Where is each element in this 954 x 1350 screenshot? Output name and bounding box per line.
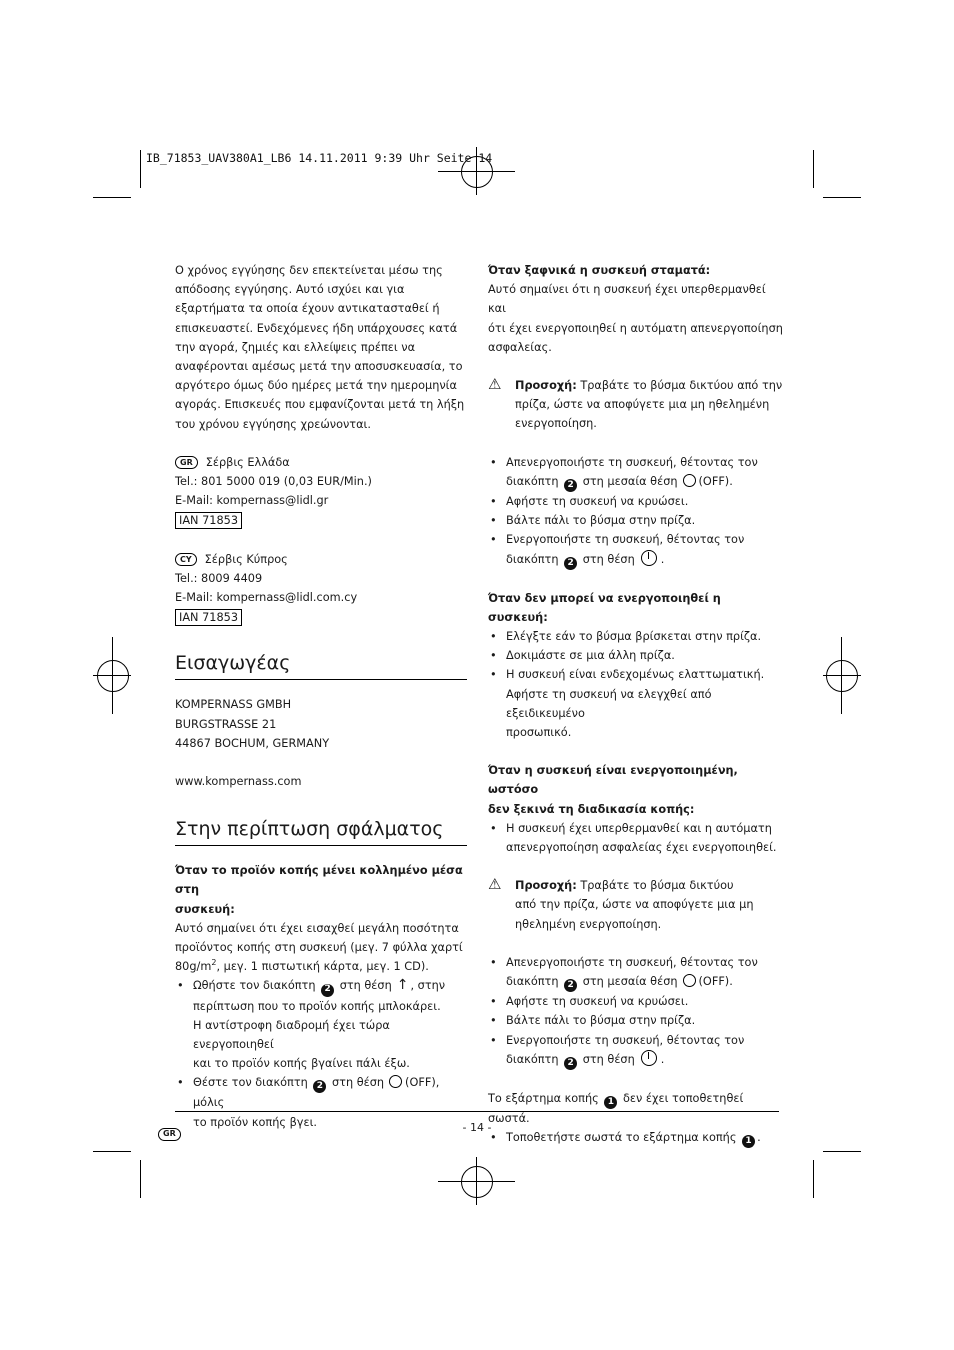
warranty-text-line: του χρόνου εγγύησης χρεώνονται. <box>175 417 371 431</box>
warning-icon: ⚠ <box>488 375 502 394</box>
no-start-title: Όταν η συσκευή είναι ενεργοποιημένη, ωστόσο <box>488 764 738 797</box>
service-cyprus-title: CY Σέρβις Κύπρος <box>175 550 467 569</box>
jam-title: συσκευή: <box>175 902 235 916</box>
importer-address-line: KOMPERNASS GMBH <box>175 698 292 712</box>
ian-box: IAN 71853 <box>175 609 242 626</box>
no-power-title: Όταν δεν μπορεί να ενεργοποιηθεί η συσκευή: <box>488 591 721 624</box>
list-item: • Βάλτε πάλι το βύσμα στην πρίζα. <box>488 1011 783 1030</box>
stop-title: Όταν ξαφνικά η συσκευή σταματά: <box>488 264 711 277</box>
crop-mark <box>823 1151 861 1152</box>
jam-text: προϊόντος κοπής στη συσκευή (μεγ. 7 φύλλα χαρτί <box>175 941 463 955</box>
footer-rule <box>175 1111 779 1112</box>
list-item: • Απενεργοποιήστε τη συσκευή, θέτοντας τον διακόπτη 2 στη μεσαία θέση (OFF). <box>488 953 783 992</box>
list-item: • Τοποθετήστε σωστά το εξάρτημα κοπής 1 . <box>488 1128 783 1148</box>
footer-badge-wrap <box>158 1122 189 1141</box>
importer-address-line: BURGSTRASSE 21 <box>175 717 277 731</box>
switch-number-badge: 2 <box>564 479 577 492</box>
switch-number-badge: 2 <box>313 1080 326 1093</box>
importer-address-line: 44867 BOCHUM, GERMANY <box>175 736 330 750</box>
list-item: • Η συσκευή είναι ενδεχομένως ελαττωματική. Αφήστε τη συσκευή να ελεγχθεί από εξειδικευμένο προσωπικό. <box>488 665 783 742</box>
off-circle-icon <box>389 1075 402 1088</box>
website-link: www.kompernass.com <box>175 775 302 789</box>
attachment-number-badge: 1 <box>604 1096 617 1109</box>
warranty-text-line: αναφέρονται αμέσως μετά την αποσυσκευασία, το <box>175 360 463 374</box>
warning-note: ⚠ Προσοχή: Τραβάτε το βύσμα δικτύου από την πρίζα, ώστε να αποφύγετε μια μη ηθελημένη ενεργοποίηση. <box>488 875 754 931</box>
list-item: • Απενεργοποιήστε τη συσκευή, θέτοντας τον διακόπτη 2 στη μεσαία θέση (OFF). <box>488 453 783 492</box>
country-badge-gr: GR <box>175 456 198 469</box>
crop-mark <box>813 150 814 188</box>
crop-mark <box>140 1160 141 1198</box>
no-start-title: δεν ξεκινά τη διαδικασία κοπής: <box>488 802 695 816</box>
stop-text: ασφαλείας. <box>488 340 552 354</box>
jam-title: Όταν το προϊόν κοπής μένει κολλημένο μέσα στη <box>175 864 463 897</box>
list-item: • Ενεργοποιήστε τη συσκευή, θέτοντας τον διακόπτη 2 στη θέση . <box>488 1031 783 1070</box>
attachment-number-badge: 1 <box>742 1135 755 1148</box>
list-item: • Βάλτε πάλι το βύσμα στην πρίζα. <box>488 511 783 530</box>
list-item: • Ενεργοποιήστε τη συσκευή, θέτοντας τον διακόπτη 2 στη θέση . <box>488 530 783 569</box>
print-header: IB_71853_UAV380A1_LB6 14.11.2011 9:39 Uhr Seite 14 <box>146 151 493 165</box>
country-badge-cy: CY <box>175 553 197 566</box>
service-greece-title: GR Σέρβις Ελλάδα <box>175 453 467 472</box>
switch-number-badge: 2 <box>564 979 577 992</box>
right-column <box>488 261 783 1148</box>
warning-note: ⚠ Προσοχή: Τραβάτε το βύσμα δικτύου από την πρίζα, ώστε να αποφύγετε μια μη ηθελημένη ενεργοποίηση. <box>488 375 783 431</box>
warranty-text-line: αγοράς. Επισκευές που εμφανίζονται μετά τη λήξη <box>175 398 465 412</box>
service-greece-tel: Tel.: 801 5000 019 (0,03 EUR/Min.) <box>175 475 372 489</box>
warranty-text-line: την αγορά, ζημιές και ελλείψεις πρέπει να <box>175 340 416 354</box>
stop-text: Αυτό σημαίνει ότι η συσκευή έχει υπερθερμανθεί και <box>488 283 766 316</box>
attachment-text: Το εξάρτημα κοπής 1 δεν έχει τοποθετηθεί σωστά. <box>488 1091 744 1125</box>
jam-text: Αυτό σημαίνει ότι έχει εισαχθεί μεγάλη ποσότητα <box>175 921 459 935</box>
left-column <box>175 261 467 1132</box>
warranty-text-line: αργότερο όμως δύο ημέρες μετά την ημερομηνία <box>175 379 457 393</box>
power-icon <box>641 550 657 566</box>
warranty-text-line: επισκευαστεί. Ενδεχόμενες ήδη υπάρχουσες κατά <box>175 321 458 335</box>
crop-mark <box>823 197 861 198</box>
off-circle-icon <box>683 974 696 987</box>
warranty-text-line: Ο χρόνος εγγύησης δεν επεκτείνεται μέσω της <box>175 264 443 277</box>
crop-mark <box>93 197 131 198</box>
warning-icon: ⚠ <box>488 875 502 894</box>
warranty-text-line: απόδοσης εγγύησης. Αυτό ισχύει και για <box>175 283 405 297</box>
country-badge-gr: GR <box>158 1128 181 1141</box>
list-item: • Αφήστε τη συσκευή να κρυώσει. <box>488 992 783 1011</box>
switch-number-badge: 2 <box>321 984 334 997</box>
off-circle-icon <box>683 474 696 487</box>
list-item: • Θέστε τον διακόπτη 2 στη θέση (OFF), μόλις το προϊόν κοπής βγει. <box>175 1073 467 1132</box>
list-item: • Αφήστε τη συσκευή να κρυώσει. <box>488 492 783 511</box>
up-arrow-icon: ↑ <box>396 977 409 994</box>
crop-mark <box>93 1151 131 1152</box>
crop-mark <box>813 1160 814 1198</box>
warranty-text-line: εξαρτήματα τα οποία έχουν αντικατασταθεί ή <box>175 302 440 316</box>
list-item: • Δοκιμάστε σε μια άλλη πρίζα. <box>488 646 783 665</box>
list-item: • Ελέγξτε εάν το βύσμα βρίσκεται στην πρίζα. <box>488 627 783 646</box>
jam-text: $80g/m^2$, μεγ. 1 πιστωτική κάρτα, μεγ. 1 CD). <box>175 958 429 974</box>
ian-box: IAN 71853 <box>175 512 242 529</box>
list-item: • Η συσκευή έχει υπερθερμανθεί και η αυτόματη απενεργοποίηση ασφαλείας έχει ενεργοποιηθεί. <box>488 819 783 857</box>
importer-heading: Εισαγωγέας <box>175 650 467 680</box>
service-cyprus-email: E-Mail: kompernass@lidl.com.cy <box>175 591 358 605</box>
switch-number-badge: 2 <box>564 557 577 570</box>
list-item: • Ωθήστε τον διακόπτη 2 στη θέση ↑ , στην περίπτωση που το προϊόν κοπής μπλοκάρει. Η αντίστροφη διαδρομή έχει τώρα ενεργοποιηθεί και το προϊόν κοπής βγαίνει πάλι έξω. <box>175 976 467 1073</box>
crop-mark <box>140 150 141 188</box>
switch-number-badge: 2 <box>564 1057 577 1070</box>
power-icon <box>641 1050 657 1066</box>
stop-text: ότι έχει ενεργοποιηθεί η αυτόματη απενεργοποίηση <box>488 321 783 335</box>
fault-heading: Στην περίπτωση σφάλματος <box>175 816 467 846</box>
service-greece-email: E-Mail: kompernass@lidl.gr <box>175 494 329 508</box>
service-cyprus-tel: Tel.: 8009 4409 <box>175 571 263 585</box>
page-number: - 14 - <box>462 1121 492 1134</box>
